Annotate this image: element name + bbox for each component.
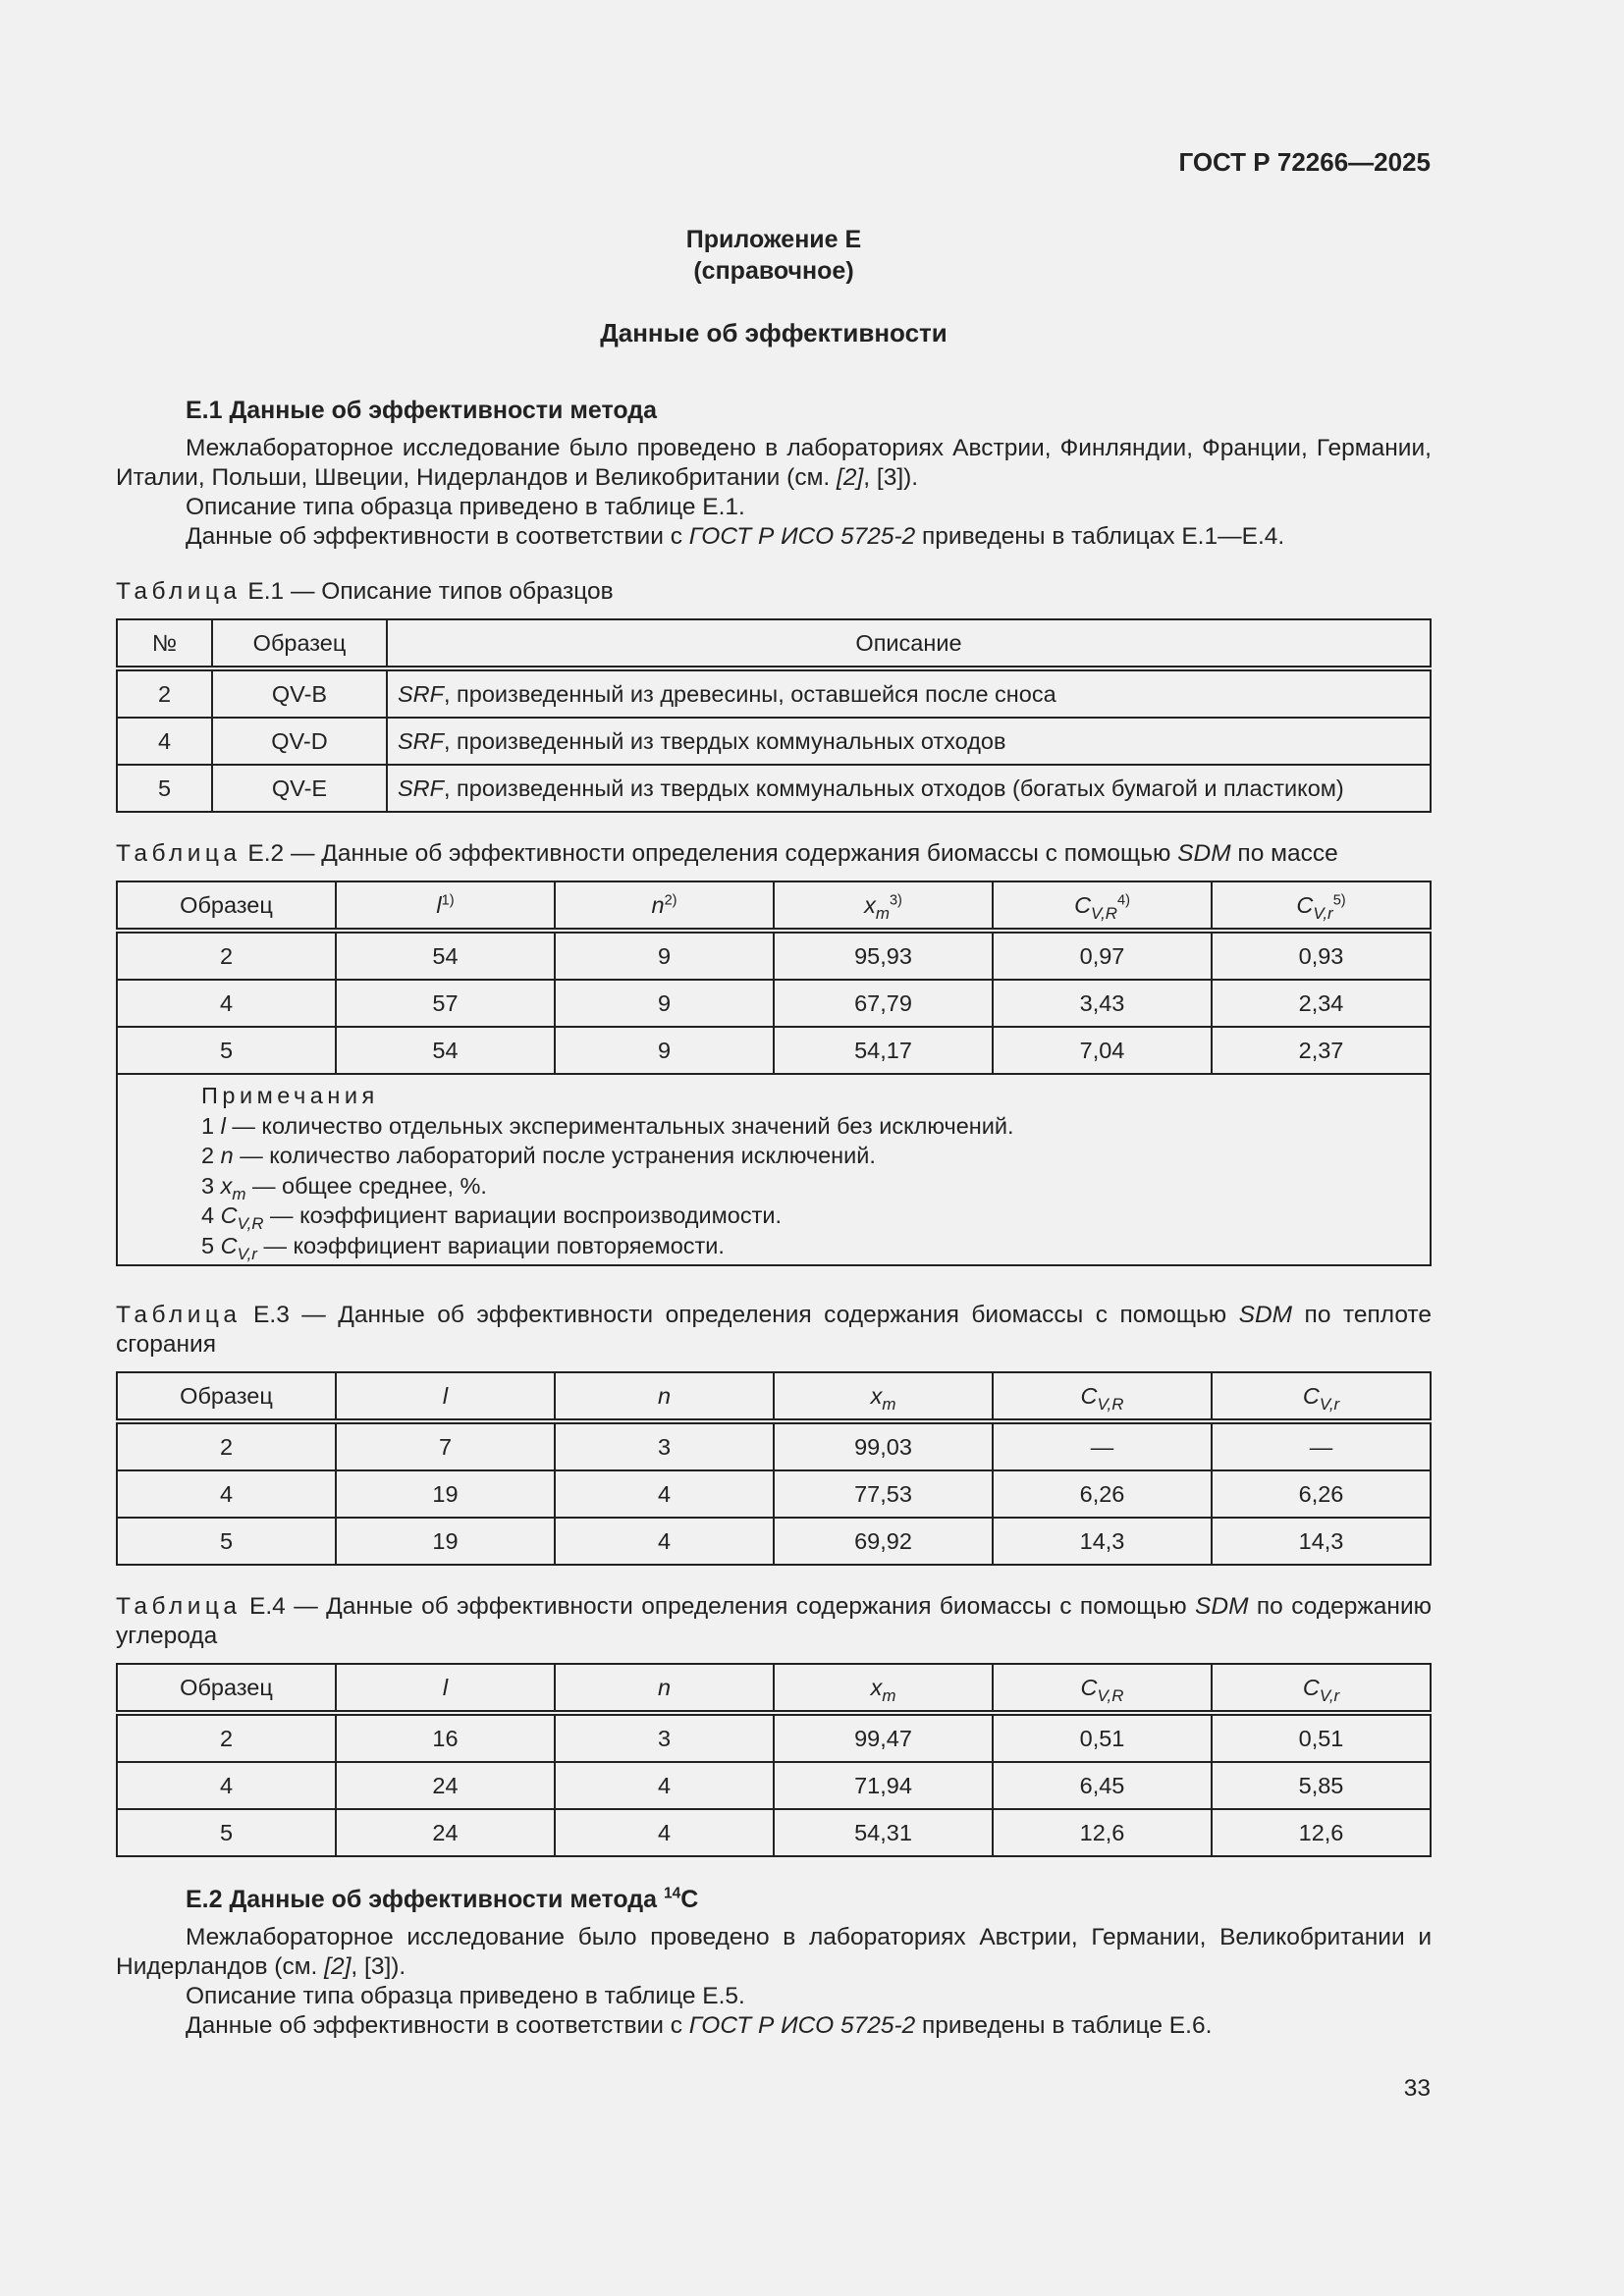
e2-paragraph-1: Межлабораторное исследование было проведено в лабораториях Австрии, Германии, Великобритании и Нидерландов (см. [2], [3]). [116,1924,1432,1980]
table-cell: SRF, произведенный из твердых коммунальных отходов [387,718,1431,765]
annex-title: Приложение Е [685,226,862,253]
table-cell: 95,93 [774,931,993,980]
table-cell: 14,3 [1212,1518,1431,1565]
table-e3-header-n: n [555,1372,774,1421]
table-cell: 2 [117,668,212,718]
annex-heading: Данные об эффективности [600,318,947,347]
table-cell: 9 [555,1027,774,1074]
table-cell: 5 [117,1027,336,1074]
table-cell: 54,17 [774,1027,993,1074]
table-cell: 19 [336,1470,555,1518]
table-cell: 2,37 [1212,1027,1431,1074]
standard-designation: ГОСТ Р 72266—2025 [1178,147,1431,177]
table-cell: 0,51 [1212,1713,1431,1762]
table-e1-header-no: № [117,619,212,668]
table-e2-header-sample: Образец [117,881,336,931]
table-row [117,668,1431,718]
note-3: 3 $x_m$ — общее среднее, %. [201,1172,487,1203]
section-e2-text [116,1923,1432,2041]
table-cell: 5 [117,1809,336,1856]
table-cell: 67,79 [774,980,993,1027]
table-e2-header-cvr-repeatability: $C_{V,r}^{5)}$ [1212,881,1431,931]
table-e1 [116,618,1432,813]
table-cell: SRF, произведенный из твердых коммунальных отходов (богатых бумагой и пластиком) [387,765,1431,812]
notes-title: Примечания [201,1083,379,1108]
table-cell: 4 [555,1518,774,1565]
section-e1-heading: Е.1 Данные об эффективности метода [186,397,658,424]
table-cell: 3,43 [993,980,1212,1027]
table-e3-header-l: l [336,1372,555,1421]
table-e3-header-cvr-repeatability: $C_{V,r}$ [1212,1372,1431,1421]
table-e4-header-xm: $x_m$ [774,1664,993,1713]
e1-paragraph-2: Описание типа образца приведено в таблице Е.1. [186,494,745,520]
table-e3-header-sample: Образец [117,1372,336,1421]
e2-paragraph-3: Данные об эффективности в соответствии с ГОСТ Р ИСО 5725-2 приведены в таблице Е.6. [186,2012,1213,2039]
table-row [117,1470,1431,1518]
table-e2 [116,881,1432,1266]
note-4: 4 $C_{V,R}$ — коэффициент вариации воспроизводимости. [201,1202,783,1233]
table-cell: 9 [555,931,774,980]
table-e4-caption: Таблица Е.4 — Данные об эффективности определения содержания биомассы с помощью SDM по содержанию углерода [116,1593,1433,1649]
table-e4-header-cvr-repeatability: $C_{V,r}$ [1212,1664,1431,1713]
table-e4-header-sample: Образец [117,1664,336,1713]
table-cell: 4 [555,1809,774,1856]
table-cell: 3 [555,1421,774,1470]
table-cell: 3 [555,1713,774,1762]
table-cell: 2 [117,1421,336,1470]
table-cell: 12,6 [1212,1809,1431,1856]
table-cell: 99,47 [774,1713,993,1762]
table-cell: 6,26 [1212,1470,1431,1518]
notes-cell [117,1074,1431,1265]
section-e2-heading: Е.2 Данные об эффективности метода $^{14}$С [186,1885,699,1913]
table-row [117,1809,1431,1856]
table-e4-header-cvr-reproducibility: $C_{V,R}$ [993,1664,1212,1713]
table-e4-header-n: n [555,1664,774,1713]
e2-paragraph-2: Описание типа образца приведено в таблице Е.5. [186,1983,745,2009]
note-1: 1 l — количество отдельных экспериментальных значений без исключений. [201,1112,1014,1139]
table-cell: 77,53 [774,1470,993,1518]
table-row [117,980,1431,1027]
table-cell: 24 [336,1762,555,1809]
annex-status: (справочное) [693,257,854,285]
table-e4-header-l: l [336,1664,555,1713]
table-row [117,1713,1431,1762]
table-cell: 4 [555,1762,774,1809]
table-cell: 16 [336,1713,555,1762]
e1-paragraph-3: Данные об эффективности в соответствии с ГОСТ Р ИСО 5725-2 приведены в таблицах Е.1—Е.4. [186,523,1285,550]
table-row [117,1421,1431,1470]
table-e2-header-n: $n^{2)}$ [555,881,774,931]
table-row [117,1518,1431,1565]
table-row [117,931,1431,980]
table-cell: 2 [117,1713,336,1762]
table-cell: — [993,1421,1212,1470]
table-e3-header-cvr-reproducibility: $C_{V,R}$ [993,1372,1212,1421]
table-row [117,765,1431,812]
table-cell: 5 [117,1518,336,1565]
table-cell: 2 [117,931,336,980]
table-cell: 6,45 [993,1762,1212,1809]
note-5: 5 $C_{V,r}$ — коэффициент вариации повторяемости. [201,1232,725,1263]
table-cell: — [1212,1421,1431,1470]
table-cell: 71,94 [774,1762,993,1809]
table-row [117,718,1431,765]
table-cell: 54 [336,1027,555,1074]
table-e1-header-description: Описание [387,619,1431,668]
page-number: 33 [1403,2075,1431,2102]
table-cell: 54,31 [774,1809,993,1856]
table-e1-caption: Таблица Е.1 — Описание типов образцов [116,578,614,605]
table-cell: QV-E [212,765,387,812]
table-cell: 0,93 [1212,931,1431,980]
table-cell: 54 [336,931,555,980]
table-row [117,1762,1431,1809]
table-cell: 4 [117,1470,336,1518]
table-cell: 4 [117,1762,336,1809]
table-cell: 0,97 [993,931,1212,980]
table-cell: 2,34 [1212,980,1431,1027]
table-cell: 7 [336,1421,555,1470]
table-cell: 24 [336,1809,555,1856]
table-cell: 5,85 [1212,1762,1431,1809]
table-cell: 7,04 [993,1027,1212,1074]
table-cell: 12,6 [993,1809,1212,1856]
table-e4 [116,1663,1432,1857]
table-cell: 69,92 [774,1518,993,1565]
table-e1-header-sample: Образец [212,619,387,668]
table-cell: 4 [555,1470,774,1518]
table-e2-notes [117,1074,1431,1265]
table-cell: 0,51 [993,1713,1212,1762]
table-e2-header-cvr-reproducibility: $C_{V,R}^{4)}$ [993,881,1212,931]
table-cell: 57 [336,980,555,1027]
table-row [117,1027,1431,1074]
table-cell: 4 [117,718,212,765]
table-e2-caption: Таблица Е.2 — Данные об эффективности определения содержания биомассы с помощью SDM по массе [116,840,1338,867]
table-e2-header-l: $l^{1)}$ [336,881,555,931]
note-2: 2 n — количество лабораторий после устранения исключений. [201,1143,876,1168]
table-e3 [116,1371,1432,1566]
table-cell: 4 [117,980,336,1027]
table-e3-caption: Таблица Е.3 — Данные об эффективности определения содержания биомассы с помощью SDM по теплоте сгорания [116,1302,1432,1358]
table-cell: 14,3 [993,1518,1212,1565]
table-cell: 5 [117,765,212,812]
section-e1-text [116,434,1432,552]
table-e2-header-xm: $x_m^{3)}$ [774,881,993,931]
table-cell: 6,26 [993,1470,1212,1518]
table-cell: 19 [336,1518,555,1565]
table-cell: 9 [555,980,774,1027]
table-cell: 99,03 [774,1421,993,1470]
table-cell: QV-D [212,718,387,765]
table-e3-header-xm: $x_m$ [774,1372,993,1421]
e1-paragraph-1: Межлабораторное исследование было проведено в лабораториях Австрии, Финляндии, Франции, Германии, Италии, Польши, Швеции, Нидерландов и Великобритании (см. [2], [3]). [116,435,1432,491]
table-cell: QV-B [212,668,387,718]
table-cell: SRF, произведенный из древесины, оставшейся после сноса [387,668,1431,718]
